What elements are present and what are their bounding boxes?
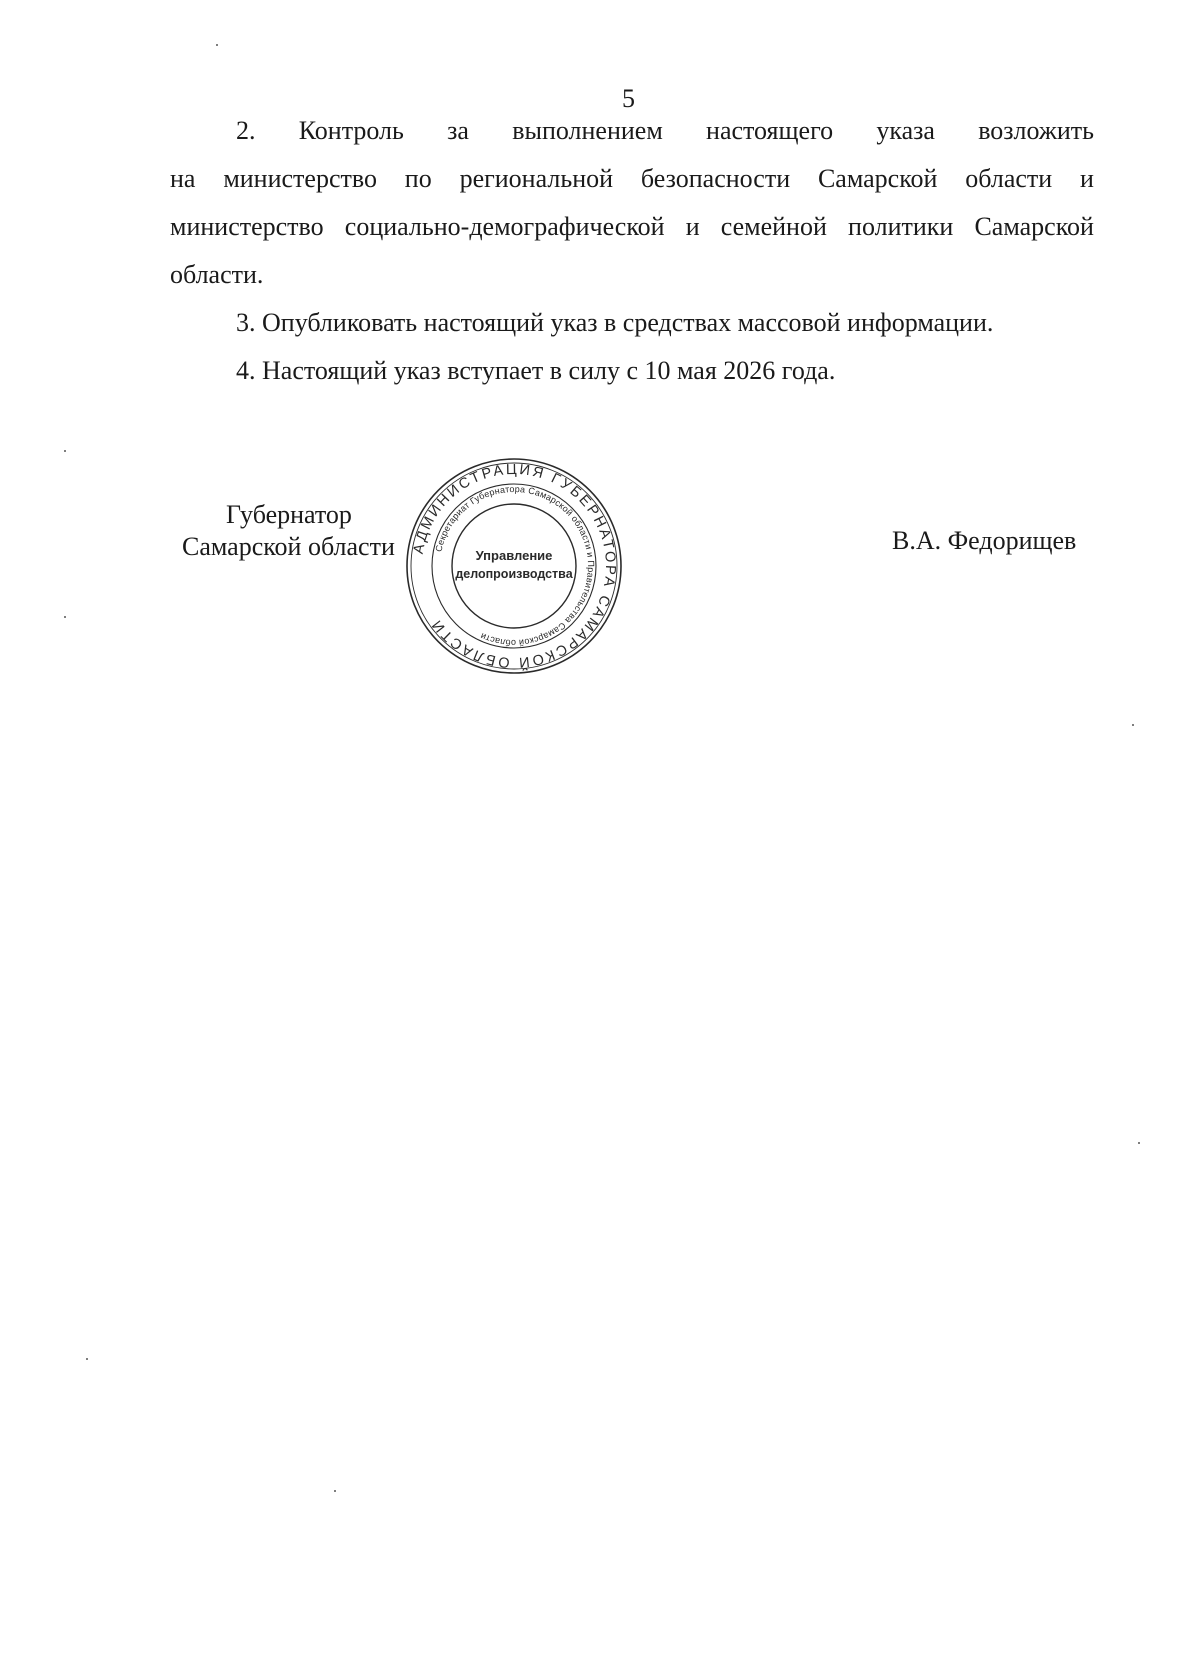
paragraph-2-line-1 <box>236 116 1094 146</box>
word: возложить <box>978 116 1094 145</box>
word: Самарской <box>974 212 1094 241</box>
scan-speck <box>64 616 66 618</box>
paragraph-2-line-4: области. <box>170 260 264 289</box>
word: и <box>1080 164 1094 193</box>
paragraph-4: 4. Настоящий указ вступает в силу с 10 мая 2026 года. <box>236 356 836 385</box>
word: по <box>404 164 432 193</box>
paragraph-2-line-3 <box>170 212 1094 242</box>
word: Самарской <box>817 164 938 193</box>
scan-speck <box>64 450 66 452</box>
paragraph-3: 3. Опубликовать настоящий указ в средствах массовой информации. <box>236 308 994 337</box>
scan-speck <box>86 1358 88 1360</box>
paragraph-2-line-2 <box>170 164 1094 194</box>
word: и <box>685 212 700 241</box>
stamp-inner-text: Секретариат Губернатора Самарской области и Правительства Самарской области <box>433 483 597 649</box>
scan-speck <box>216 44 218 46</box>
word: семейной <box>720 212 827 241</box>
scan-speck <box>1132 724 1134 726</box>
official-seal-stamp <box>404 456 624 676</box>
word: социально-демографической <box>344 212 665 241</box>
word: министерство <box>170 212 324 241</box>
stamp-outer-text: АДМИНИСТРАЦИЯ ГУБЕРНАТОРА САМАРСКОЙ ОБЛАСТИ <box>410 461 619 671</box>
word: региональной <box>459 164 614 193</box>
word: безопасности <box>640 164 791 193</box>
word: области <box>965 164 1053 193</box>
word: министерство <box>223 164 377 193</box>
word: выполнением <box>512 116 663 145</box>
word: за <box>447 116 469 145</box>
signature-title-line-2: Самарской области <box>182 532 395 561</box>
scan-speck <box>1138 1142 1140 1144</box>
stamp-center-line-1: Управление <box>475 548 553 563</box>
word: на <box>170 164 196 193</box>
word: 2. <box>236 116 256 145</box>
word: политики <box>848 212 954 241</box>
scan-speck <box>334 1490 336 1492</box>
word: Контроль <box>298 116 404 145</box>
word: настоящего <box>706 116 834 145</box>
signature-title-line-1: Губернатор <box>226 500 352 529</box>
word: указа <box>876 116 935 145</box>
page-number: 5 <box>622 84 635 113</box>
signature-name: В.А. Федорищев <box>892 526 1077 555</box>
stamp-center-line-2: делопроизводства <box>455 567 573 581</box>
